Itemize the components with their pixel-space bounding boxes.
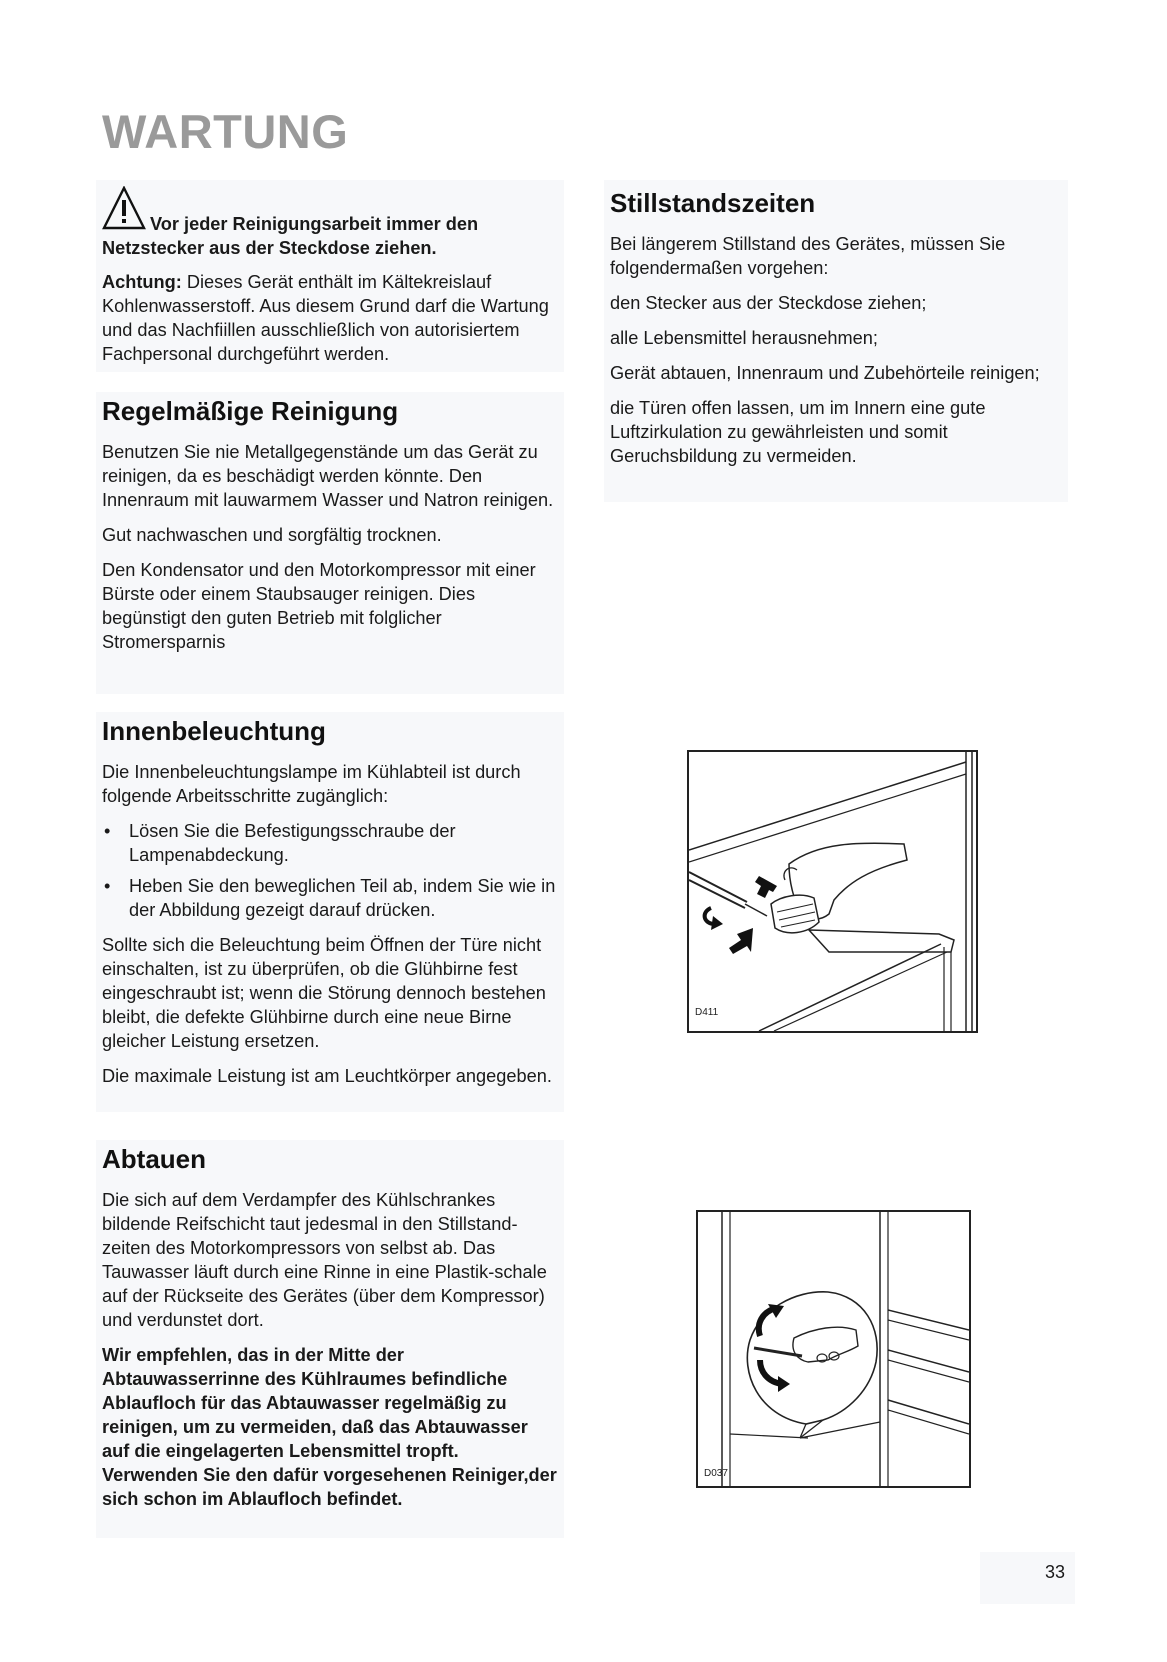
list-item: • Heben Sie den beweglichen Teil ab, indem Sie wie in der Abbildung gezeigt darauf drücken. bbox=[104, 876, 556, 920]
page-number: 33 bbox=[1045, 1562, 1066, 1582]
standstill-section bbox=[604, 180, 1068, 502]
lamp-removal-figure bbox=[687, 750, 978, 1033]
warning-note bbox=[102, 270, 558, 366]
bullet-icon: • bbox=[104, 876, 111, 896]
standstill-title: Stillstandszeiten bbox=[610, 188, 816, 218]
figure-code: D411 bbox=[695, 1007, 719, 1018]
interior-light-steps bbox=[102, 819, 558, 922]
bullet-icon: • bbox=[104, 821, 111, 841]
defrost-paragraph: Die sich auf dem Verdampfer des Kühlschrankes bildende Reifschicht taut jedesmal in den Stillstand-zeiten des Motorkompressors von selbst ab. Das Tauwasser läuft durch eine Rinne in eine Plastik-schale auf der Rückseite des Gerätes (über dem Kompressor) und verdunstet dort. bbox=[102, 1190, 547, 1330]
lamp-removal-illustration bbox=[689, 752, 976, 1031]
interior-light-paragraph: Sollte sich die Beleuchtung beim Öffnen der Türe nicht einschalten, ist zu überprüfen, ob die Glühbirne fest eingeschraubt ist; wenn die Störung dennoch bestehen bleibt, die defekte Glühbirne durch eine neue Birne gleicher Leistung ersetzen. bbox=[102, 935, 546, 1051]
standstill-paragraph: Gerät abtauen, Innenraum und Zubehörteile reinigen; bbox=[610, 363, 1040, 383]
interior-light-intro: Die Innenbeleuchtungslampe im Kühlabteil ist durch folgende Arbeitsschritte zugänglich: bbox=[102, 762, 521, 806]
defrost-section bbox=[96, 1140, 564, 1538]
defrost-recommendation: Wir empfehlen, das in der Mitte der Abtauwasserrinne des Kühlraumes befindliche Ablaufloch für das Abtauwasser regelmäßig zu reinigen, um zu vermeiden, daß das Abtauwasser auf die eingelagerten Lebensmittel tropft. Verwenden Sie den dafür vorgesehenen Reiniger,der sich schon im Ablaufloch befindet. bbox=[102, 1345, 557, 1509]
interior-light-title: Innenbeleuchtung bbox=[102, 716, 326, 746]
standstill-paragraph: Bei längerem Stillstand des Gerätes, müssen Sie folgendermaßen vorgehen: bbox=[610, 234, 1006, 278]
list-item: • Lösen Sie die Befestigungsschraube der Lampenabdeckung. bbox=[104, 821, 456, 865]
standstill-paragraph: die Türen offen lassen, um im Innern eine gute Luftzirkulation zu gewährleisten und somit Geruchsbildung zu vermeiden. bbox=[610, 398, 986, 466]
warning-triangle-icon bbox=[102, 186, 146, 236]
interior-light-section bbox=[96, 712, 564, 1112]
regular-cleaning-section bbox=[96, 392, 564, 694]
regular-cleaning-paragraph: Benutzen Sie nie Metallgegenstände um das Gerät zu reinigen, da es beschädigt werden könnte. Den Innenraum mit lauwarmem Wasser und Natron reinigen. bbox=[102, 442, 554, 510]
figure-code: D037 bbox=[704, 1468, 728, 1479]
warning-section bbox=[96, 180, 564, 372]
regular-cleaning-title: Regelmäßige Reinigung bbox=[102, 396, 399, 426]
interior-light-paragraph: Die maximale Leistung ist am Leuchtkörper angegeben. bbox=[102, 1066, 552, 1086]
standstill-paragraph: den Stecker aus der Steckdose ziehen; bbox=[610, 293, 927, 313]
page-title: WARTUNG bbox=[102, 105, 349, 158]
defrost-title: Abtauen bbox=[102, 1144, 206, 1174]
regular-cleaning-paragraph: Gut nachwaschen und sorgfältig trocknen. bbox=[102, 525, 442, 545]
warning-heading: Vor jeder Reinigungsarbeit immer den Netzstecker aus der Steckdose ziehen. bbox=[102, 214, 479, 258]
warning-note-text: Dieses Gerät enthält im Kältekreislauf Kohlenwasserstoff. Aus diesem Grund darf die Wartung und das Nachfiillen ausschließlich von autorisiertem Fachpersonal durchgeführt werden. bbox=[102, 272, 549, 364]
regular-cleaning-paragraph: Den Kondensator und den Motorkompressor mit einer Bürste oder einem Staubsauger reinigen. Dies begünstigt den guten Betrieb mit folglicher Stromersparnis bbox=[102, 560, 536, 652]
standstill-paragraph: alle Lebensmittel herausnehmen; bbox=[610, 328, 878, 348]
warning-note-label: Achtung: bbox=[102, 272, 182, 292]
drain-cleaning-illustration bbox=[698, 1212, 969, 1486]
drain-cleaning-figure bbox=[696, 1210, 971, 1488]
